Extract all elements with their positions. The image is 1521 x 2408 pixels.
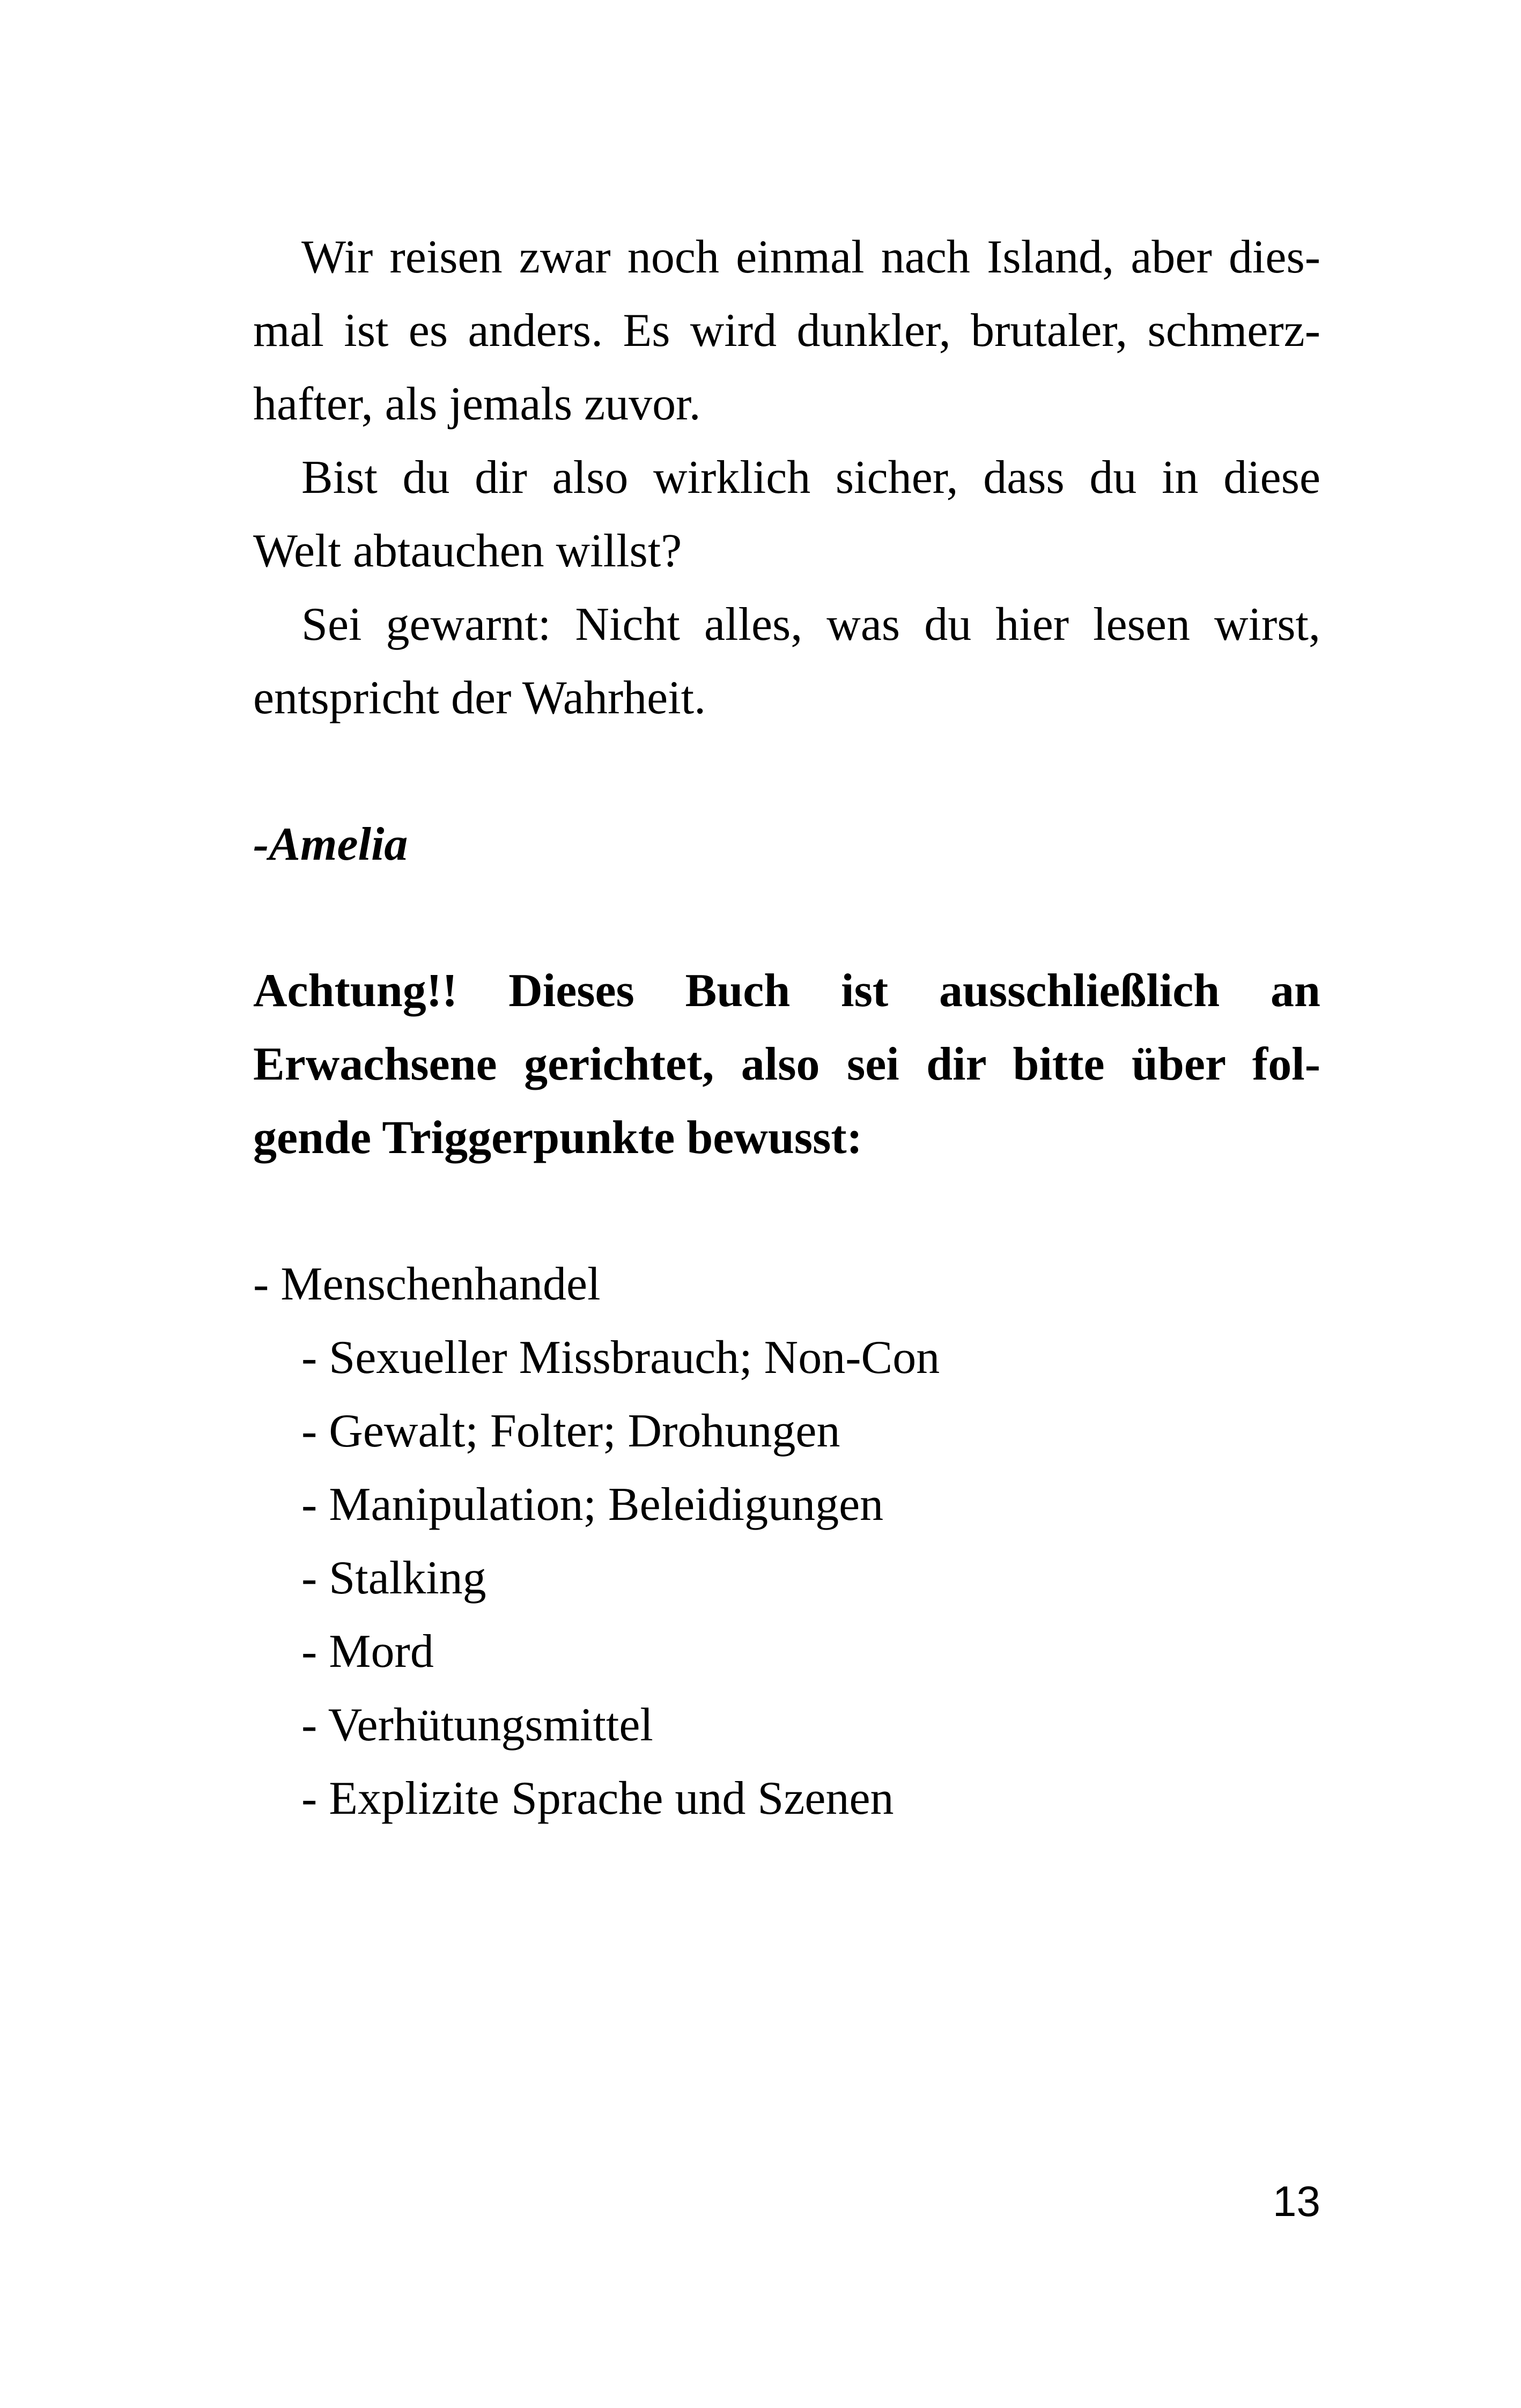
trigger-item: - Manipulation; Beleidigungen [301,1479,884,1531]
body-line: hafter, als jemals zuvor. [253,378,701,430]
trigger-item: - Stalking [301,1552,486,1604]
warning-line: gende Triggerpunkte bewusst: [253,1112,862,1164]
trigger-item: - Gewalt; Folter; Drohungen [301,1405,840,1457]
body-line: Sei gewarnt: Nicht alles, was du hier lesen wirst, [301,599,1320,651]
body-line: mal ist es anders. Es wird dunkler, brutaler, schmerz- [253,305,1320,357]
body-line: Wir reisen zwar noch einmal nach Island, aber dies- [301,231,1320,283]
warning-line: Achtung!! Dieses Buch ist ausschließlich an [253,965,1320,1017]
body-line: entspricht der Wahrheit. [253,672,706,724]
warning-line: Erwachsene gerichtet, also sei dir bitte über fol- [253,1038,1320,1090]
author-signature: -Amelia [253,818,408,870]
trigger-item: - Sexueller Missbrauch; Non-Con [301,1332,940,1384]
page-number: 13 [1273,2177,1320,2225]
body-line: Welt abtauchen willst? [253,525,682,577]
trigger-item: - Menschenhandel [253,1258,601,1310]
trigger-item: - Verhütungsmittel [301,1699,653,1751]
trigger-item: - Mord [301,1626,434,1678]
body-line: Bist du dir also wirklich sicher, dass du in diese [301,452,1320,504]
trigger-item: - Explizite Sprache und Szenen [301,1772,894,1825]
